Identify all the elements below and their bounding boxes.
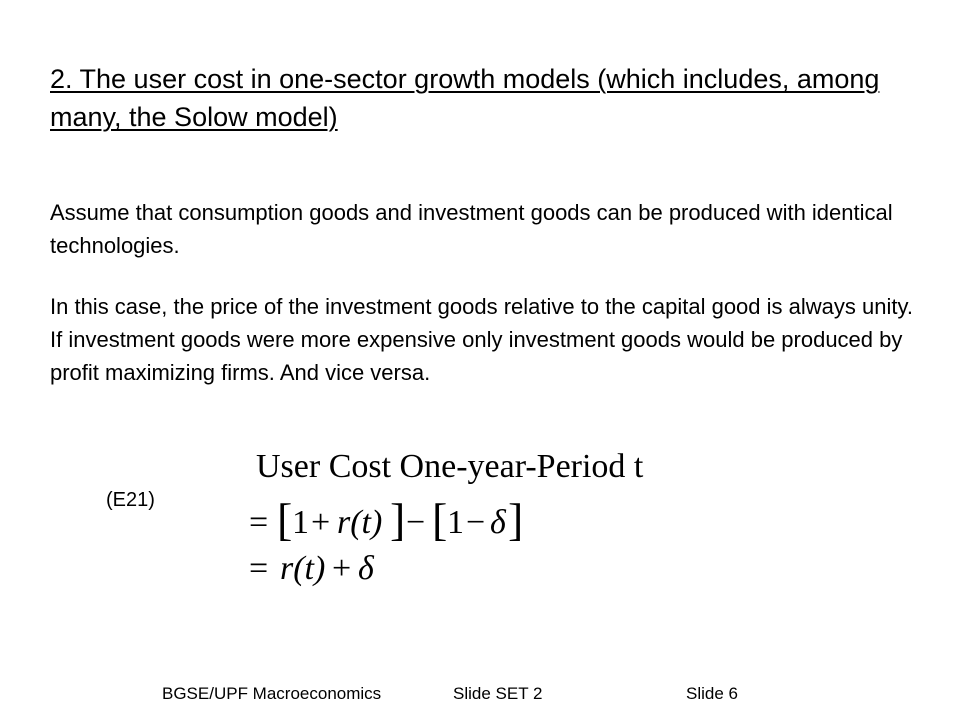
- slide-title: 2. The user cost in one-sector growth models (which includes, among many, the Solow model): [50, 64, 880, 132]
- formula-minus-2: −: [466, 504, 486, 541]
- formula-one-2: 1: [447, 504, 464, 541]
- formula-plus-1: +: [311, 504, 331, 541]
- formula-r-of-t-2: r(t): [280, 550, 326, 587]
- formula-bracket-close-2: ]: [508, 494, 524, 545]
- formula-minus-1: −: [406, 504, 426, 541]
- paragraph-assumption: Assume that consumption goods and investment goods can be produced with identical technologies.: [50, 200, 893, 258]
- formula-bracket-open-2: [: [432, 494, 448, 545]
- formula-bracket-close-1: ]: [390, 494, 406, 545]
- formula-plus-2: +: [332, 550, 352, 587]
- formula-bracket-open-1: [: [277, 494, 293, 545]
- footer-course: BGSE/UPF Macroeconomics: [162, 684, 382, 703]
- footer-slide-number: Slide 6: [686, 684, 738, 703]
- formula-delta-1: δ: [490, 504, 506, 541]
- formula-equals-2: =: [249, 550, 269, 587]
- formula-line-user-cost: User Cost One-year-Period t: [256, 448, 644, 485]
- formula-r-of-t-1: r(t): [337, 504, 383, 541]
- equation-label: (E21): [106, 489, 155, 511]
- paragraph-explanation: In this case, the price of the investment goods relative to the capital good is always unity. If investment goods were more expensive only investment goods would be produced by profit maximizing firms. And vice versa.: [50, 294, 913, 385]
- footer-slide-set: Slide SET 2: [453, 684, 543, 703]
- formula-equals-1: =: [249, 504, 269, 541]
- formula-delta-2: δ: [358, 550, 374, 587]
- user-cost-formula: [240, 445, 660, 595]
- formula-one-1: 1: [292, 504, 309, 541]
